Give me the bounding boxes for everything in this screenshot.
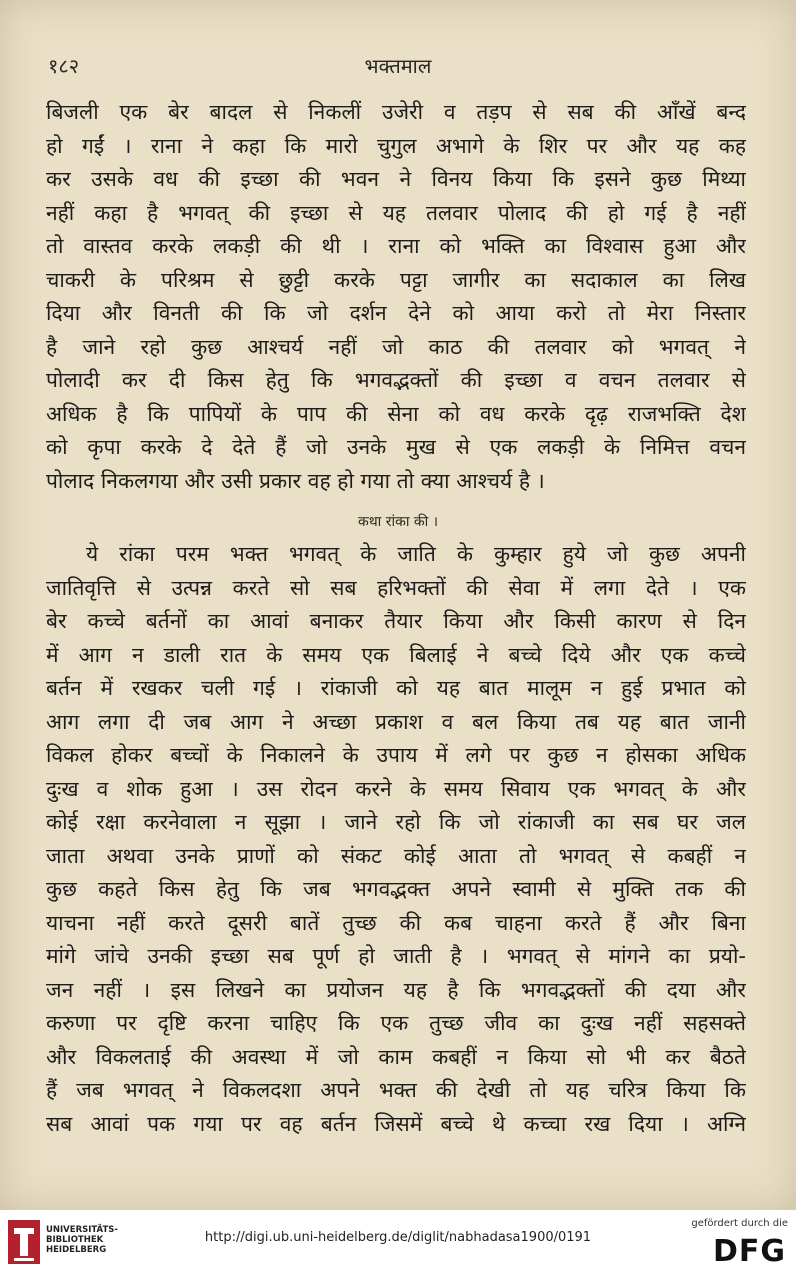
text-line: अधिक है कि पापियों के पाप की सेना को वध करके दृढ़ राजभक्ति देश [46, 401, 746, 426]
text-line: ये रांका परम भक्त भगवत् के जाति के कुम्हार हुये जो कुछ अपनी [86, 542, 746, 566]
section-heading: कथा रांका की । [357, 514, 439, 530]
text-line: नहीं कहा है भगवत् की इच्छा से यह तलवार पोलाद की हो गई है नहीं [46, 200, 746, 225]
text-block-ranka-story [46, 538, 746, 1141]
institution-line: BIBLIOTHEK [46, 1235, 104, 1245]
text-line: दुःख व शोक हुआ । उस रोदन करने के समय सिवाय एक भगवत् के और [46, 776, 746, 801]
text-line: बर्तन में रखकर चली गई । रांकाजी को यह बात मालूम न हुई प्रभात को [46, 676, 746, 700]
text-line: कोई रक्षा करनेवाला न सूझा । जाने रहो कि जो रांकाजी का सब घर जल [46, 810, 746, 834]
text-line: में आग न डाली रात के समय एक बिलाई ने बच्चे दिये और एक कच्चे [46, 642, 746, 667]
text-line: पोलाद निकलगया और उसी प्रकार वह हो गया तो क्या आश्चर्य है । [46, 468, 545, 493]
text-line: याचना नहीं करते दूसरी बातें तुच्छ की कब चाहना करते हैं और बिना [46, 910, 746, 935]
text-line: पोलादी कर दी किस हेतु कि भगवद्भक्तों की इच्छा व वचन तलवार से [46, 368, 746, 392]
text-line: विकल होकर बच्चों के निकालने के उपाय में लगे पर कुछ न होसका अधिक [46, 743, 746, 767]
text-line: जातिवृत्ति से उत्पन्न करते सो सब हरिभक्तों की सेवा में लगा देते । एक [46, 575, 746, 600]
text-line: हैं जब भगवत् ने विकलदशा अपने भक्त की देखी तो यह चरित्र किया कि [46, 1078, 746, 1102]
institution-line: HEIDELBERG [46, 1245, 107, 1255]
text-line: कर उसके वध की इच्छा की भवन ने विनय किया कि इसने कुछ मिथ्या [46, 167, 746, 191]
text-line: आग लगा दी जब आग ने अच्छा प्रकाश व बल किया तब यह बात जानी [46, 709, 746, 734]
digitization-footer [0, 1210, 796, 1270]
funded-by-text: gefördert durch die [691, 1218, 788, 1229]
page-number: १८२ [48, 54, 80, 78]
running-title: भक्तमाल [364, 54, 432, 78]
institution-line: UNIVERSITÄTS- [46, 1225, 118, 1235]
text-line: सब आवां पक गया पर वह बर्तन जिसमें बच्चे थे कच्चा रख दिया । अग्नि [46, 1111, 746, 1136]
text-line: जन नहीं । इस लिखने का प्रयोजन यह है कि भगवद्भक्तों की दया और [46, 977, 746, 1002]
text-line: तो वास्तव करके लकड़ी की थी । राना को भक्ति का विश्वास हुआ और [46, 234, 746, 258]
text-line: चाकरी के परिश्रम से छुट्टी करके पट्टा जागीर का सदाकाल का लिख [46, 267, 746, 292]
text-line: और विकलताई की अवस्था में जो काम कबहीं न किया सो भी कर बैठते [46, 1044, 746, 1069]
text-line: बिजली एक बेर बादल से निकलीं उजेरी व तड़प से सब की आँखें बन्द [46, 100, 746, 124]
text-line: दिया और विनती की कि जो दर्शन देने को आया करो तो मेरा निस्तार [46, 301, 746, 325]
text-line: कुछ कहते किस हेतु कि जब भगवद्भक्त अपने स्वामी से मुक्ति तक की [46, 877, 746, 901]
text-line: बेर कच्चे बर्तनों का आवां बनाकर तैयार किया और किसी कारण से दिन [46, 609, 746, 633]
text-line: जाता अथवा उनके प्राणों को संकट कोई आता तो भगवत् से कबहीं न [46, 843, 746, 868]
text-block-previous-story [46, 96, 746, 498]
text-line: करुणा पर दृष्टि करना चाहिए कि एक तुच्छ जीव का दुःख नहीं सहसक्ते [46, 1011, 746, 1035]
dfg-logo-icon: DFG [712, 1234, 786, 1269]
text-line: हो गईं । राना ने कहा कि मारो चुगुल अभागे के शिर पर और यह कह [46, 133, 746, 158]
text-line: मांगे जांचे उनकी इच्छा सब पूर्ण हो जाती है । भगवत् से मांगने का प्रयो- [46, 944, 746, 968]
text-line: है जाने रहो कुछ आश्चर्य नहीं जो काठ की तलवार को भगवत् ने [46, 334, 746, 359]
text-line: को कृपा करके दे देते हैं जो उनके मुख से एक लकड़ी के निमित्त वचन [46, 435, 746, 459]
permalink-url[interactable]: http://digi.ub.uni-heidelberg.de/diglit/nabhadasa1900/0191 [204, 1230, 592, 1245]
